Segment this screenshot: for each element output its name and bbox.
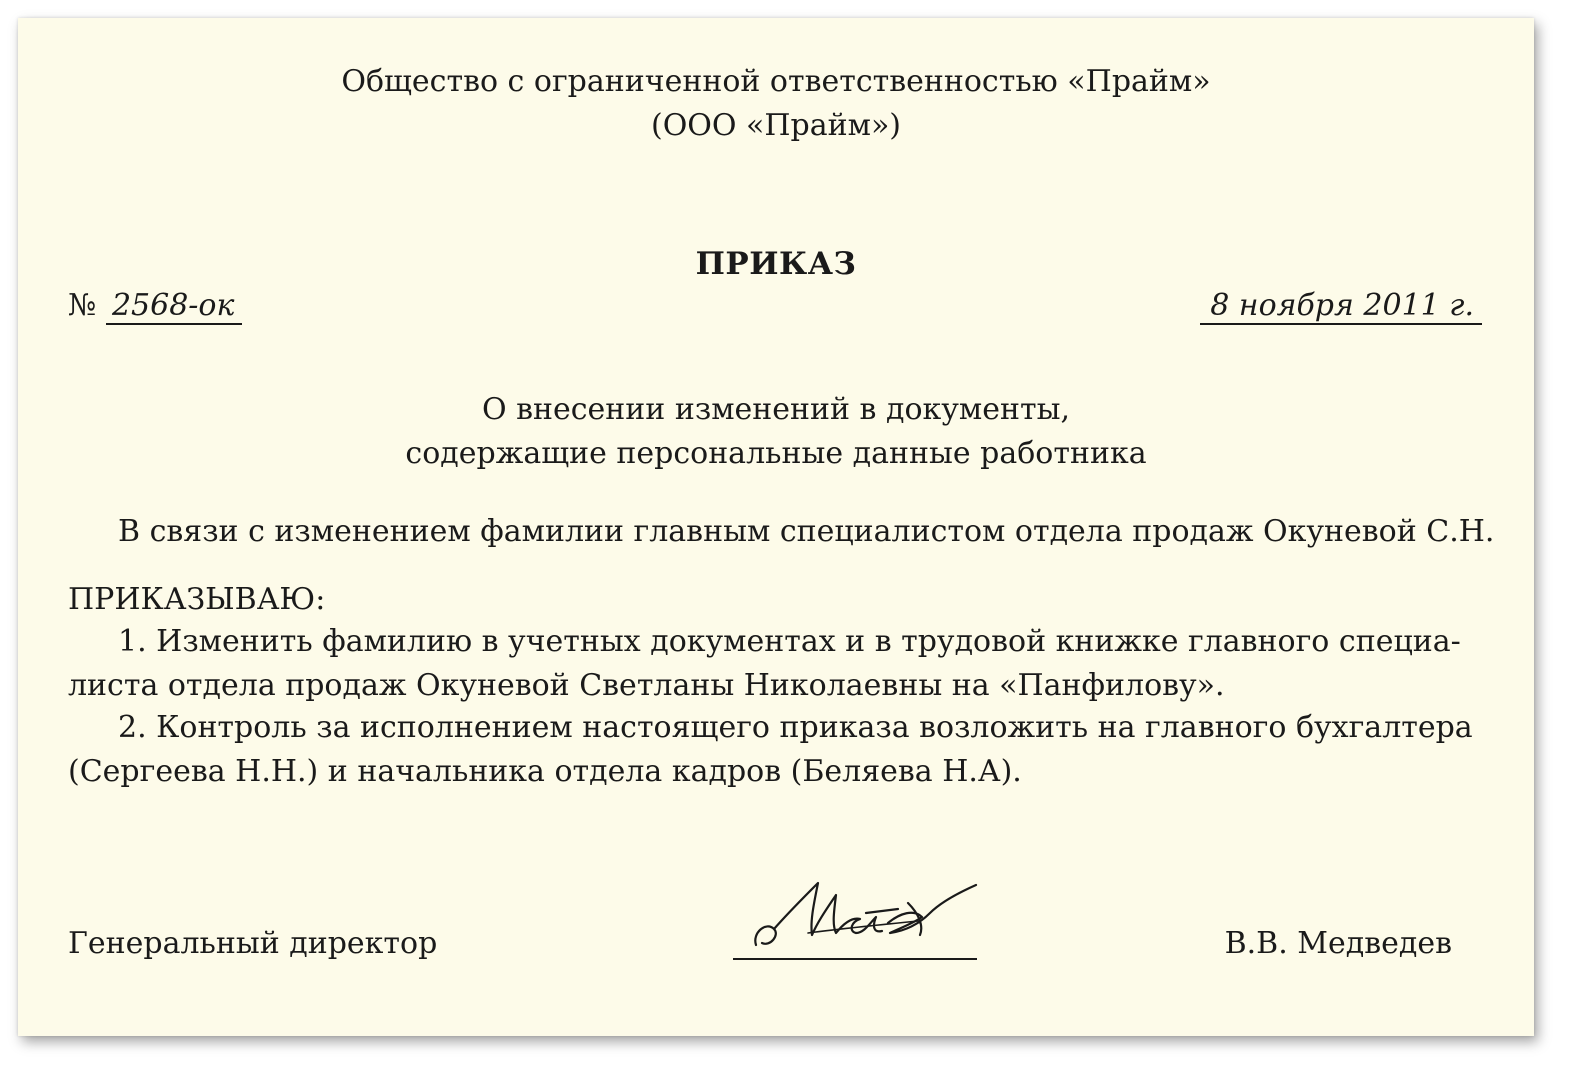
order-document bbox=[18, 18, 1534, 1036]
preamble: В связи с изменением фамилии главным специалистом отдела продаж Окуневой С.Н. bbox=[118, 514, 1495, 549]
document-number: 2568-ок bbox=[106, 289, 242, 325]
document-number-row bbox=[68, 288, 242, 325]
order-item-2-line-2: (Сергеева Н.Н.) и начальника отдела кадров (Беляева Н.А). bbox=[68, 754, 1022, 789]
document-title: ПРИКАЗ bbox=[695, 246, 857, 282]
order-item-1-line-2: листа отдела продаж Окуневой Светланы Николаевны на «Панфилову». bbox=[68, 668, 1225, 703]
order-item-1-line-1: 1. Изменить фамилию в учетных документах и в трудовой книжке главного специа- bbox=[118, 624, 1461, 659]
number-sign: № bbox=[68, 288, 97, 323]
signatory-name: В.В. Медведев bbox=[1224, 926, 1452, 961]
subject-line-2: содержащие персональные данные работника bbox=[405, 436, 1147, 471]
order-word: ПРИКАЗЫВАЮ: bbox=[68, 582, 326, 617]
document-date: 8 ноября 2011 г. bbox=[1200, 289, 1482, 325]
document-date-row bbox=[1200, 288, 1482, 325]
subject-line-1: О внесении изменений в документы, bbox=[481, 392, 1071, 427]
handwritten-signature bbox=[748, 873, 978, 953]
organization-full-name: Общество с ограниченной ответственностью «Прайм» bbox=[341, 64, 1211, 99]
signatory-position: Генеральный директор bbox=[68, 926, 438, 961]
signature-line bbox=[733, 958, 977, 960]
order-item-2-line-1: 2. Контроль за исполнением настоящего приказа возложить на главного бухгалтера bbox=[118, 710, 1473, 745]
organization-short-name: (ООО «Прайм») bbox=[650, 108, 902, 143]
